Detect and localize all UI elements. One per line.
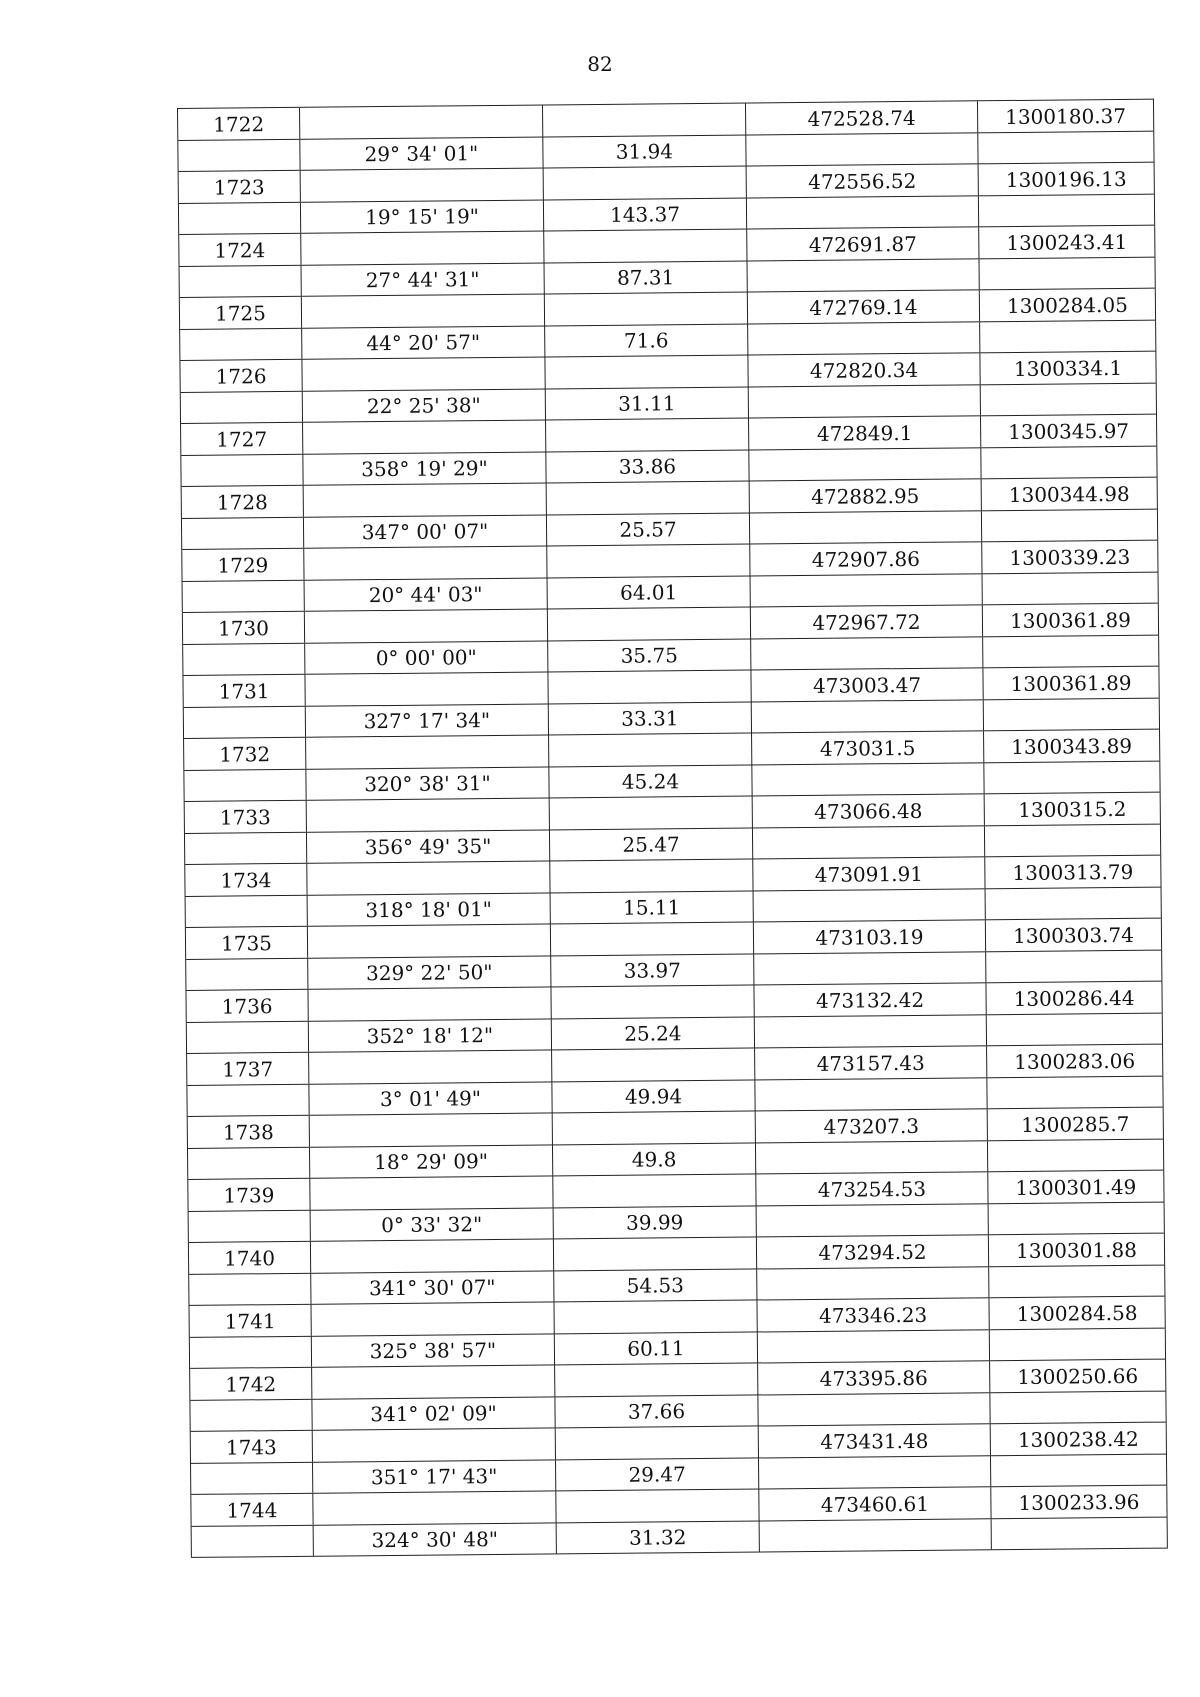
- point-number-cell: [185, 832, 307, 864]
- x-coordinate-cell: 473207.3: [756, 1109, 988, 1142]
- y-coordinate-cell: 1300334.1: [1013, 355, 1123, 381]
- distance-cell: 33.31: [549, 702, 752, 734]
- distance-cell: 64.01: [548, 576, 751, 608]
- distance-cell: 71.6: [545, 324, 748, 356]
- point-number-cell: [180, 328, 302, 360]
- bearing-cell: [307, 798, 550, 831]
- y-coordinate-cell: [981, 383, 1156, 415]
- y-coordinate-cell: [990, 1328, 1165, 1360]
- distance-cell: [554, 1300, 757, 1332]
- bearing-cell: 20° 44' 03": [305, 578, 548, 611]
- x-coordinate-cell: [747, 259, 979, 292]
- distance-cell: 60.11: [555, 1332, 758, 1364]
- y-coordinate-cell: [986, 950, 1161, 982]
- bearing-cell: [313, 1491, 556, 1524]
- y-coordinate-cell: [983, 635, 1158, 667]
- y-coordinate-cell: 1300286.44: [1013, 985, 1135, 1011]
- y-coordinate-cell: 1300301.88: [1015, 1237, 1138, 1263]
- y-coordinate-cell: [981, 446, 1156, 478]
- distance-cell: [544, 230, 747, 262]
- x-coordinate-cell: [751, 637, 983, 670]
- x-coordinate-cell: [748, 322, 980, 355]
- x-coordinate-cell: [760, 1519, 992, 1552]
- bearing-cell: 327° 17' 34": [306, 704, 549, 737]
- y-coordinate-cell: [988, 1139, 1163, 1171]
- y-coordinate-cell: 1300284.58: [1016, 1300, 1138, 1326]
- bearing-cell: 3° 01' 49": [309, 1082, 552, 1115]
- x-coordinate-cell: [749, 385, 981, 418]
- y-coordinate-cell: 1300313.79: [1012, 859, 1134, 885]
- x-coordinate-cell: [749, 448, 981, 481]
- distance-cell: 54.53: [554, 1269, 757, 1301]
- distance-cell: [543, 104, 746, 136]
- bearing-cell: 329° 22' 50": [308, 956, 551, 989]
- point-number-cell: 1729: [182, 549, 304, 581]
- page-number: 82: [587, 52, 613, 76]
- point-number-cell: 1744: [191, 1494, 313, 1526]
- distance-cell: 15.11: [551, 891, 754, 923]
- point-number-cell: 1740: [189, 1242, 311, 1274]
- point-number-cell: 1743: [191, 1431, 313, 1463]
- distance-cell: [556, 1489, 759, 1521]
- point-number-cell: [184, 769, 306, 801]
- bearing-cell: 18° 29' 09": [310, 1145, 553, 1178]
- y-coordinate-cell: [980, 320, 1155, 352]
- point-number-cell: 1723: [179, 171, 301, 203]
- bearing-cell: [313, 1428, 556, 1461]
- point-number-cell: [187, 1021, 309, 1053]
- bearing-cell: 351° 17' 43": [313, 1460, 556, 1493]
- bearing-cell: 341° 30' 07": [311, 1271, 554, 1304]
- point-number-cell: [189, 1210, 311, 1242]
- distance-cell: [547, 482, 750, 514]
- bearing-cell: [301, 168, 544, 201]
- bearing-cell: 22° 25' 38": [303, 389, 546, 422]
- distance-cell: [545, 356, 748, 388]
- point-number-cell: [186, 958, 308, 990]
- y-coordinate-cell: 1300285.7: [1021, 1111, 1130, 1137]
- bearing-cell: [302, 294, 545, 327]
- bearing-cell: [312, 1365, 555, 1398]
- x-coordinate-cell: [755, 1078, 987, 1111]
- bearing-cell: [308, 924, 551, 957]
- point-number-cell: [182, 517, 304, 549]
- x-coordinate-cell: 472820.34: [748, 353, 980, 386]
- distance-cell: [550, 860, 753, 892]
- x-coordinate-cell: 473157.43: [755, 1046, 987, 1079]
- y-coordinate-cell: [984, 698, 1159, 730]
- y-coordinate-cell: [987, 1076, 1162, 1108]
- bearing-cell: 0° 33' 32": [311, 1208, 554, 1241]
- bearing-cell: 324° 30' 48": [314, 1523, 557, 1556]
- x-coordinate-cell: [752, 763, 984, 796]
- distance-cell: [555, 1363, 758, 1395]
- y-coordinate-cell: 1300180.37: [1005, 103, 1127, 129]
- distance-cell: 49.8: [553, 1143, 756, 1175]
- point-number-cell: 1725: [180, 297, 302, 329]
- distance-cell: 143.37: [544, 198, 747, 230]
- bearing-cell: 341° 02' 09": [312, 1397, 555, 1430]
- bearing-cell: [310, 1113, 553, 1146]
- distance-cell: [553, 1174, 756, 1206]
- y-coordinate-cell: [978, 131, 1153, 163]
- distance-cell: 29.47: [556, 1458, 759, 1490]
- x-coordinate-cell: [758, 1393, 990, 1426]
- y-coordinate-cell: [985, 824, 1160, 856]
- y-coordinate-cell: [989, 1202, 1164, 1234]
- bearing-cell: [308, 987, 551, 1020]
- x-coordinate-cell: [746, 133, 978, 166]
- bearing-cell: [304, 546, 547, 579]
- point-number-cell: [183, 643, 305, 675]
- point-number-cell: [187, 1084, 309, 1116]
- y-coordinate-cell: 1300196.13: [1005, 166, 1127, 192]
- distance-cell: 25.24: [552, 1017, 755, 1049]
- point-number-cell: [183, 580, 305, 612]
- y-coordinate-cell: [992, 1517, 1167, 1549]
- bearing-cell: 29° 34' 01": [300, 137, 543, 170]
- y-coordinate-cell: 1300250.66: [1017, 1363, 1139, 1389]
- x-coordinate-cell: [756, 1141, 988, 1174]
- point-number-cell: [184, 706, 306, 738]
- y-coordinate-cell: 1300243.41: [1006, 229, 1128, 255]
- y-coordinate-cell: 1300303.74: [1012, 922, 1135, 948]
- bearing-cell: [305, 672, 548, 705]
- y-coordinate-cell: 1300284.05: [1006, 292, 1128, 318]
- x-coordinate-cell: [759, 1456, 991, 1489]
- bearing-cell: 356° 49' 35": [307, 830, 550, 863]
- point-number-cell: [178, 139, 300, 171]
- bearing-cell: [300, 105, 543, 138]
- x-coordinate-cell: 472882.95: [750, 479, 982, 512]
- point-number-cell: 1741: [189, 1305, 311, 1337]
- point-number-cell: 1733: [185, 801, 307, 833]
- distance-cell: [547, 545, 750, 577]
- bearing-cell: [310, 1176, 553, 1209]
- x-coordinate-cell: [752, 700, 984, 733]
- distance-cell: [551, 923, 754, 955]
- x-coordinate-cell: [757, 1267, 989, 1300]
- point-number-cell: 1728: [182, 486, 304, 518]
- bearing-cell: [311, 1239, 554, 1272]
- x-coordinate-cell: 473294.52: [757, 1235, 989, 1268]
- point-number-cell: [192, 1525, 314, 1557]
- x-coordinate-cell: [751, 574, 983, 607]
- y-coordinate-cell: [986, 887, 1161, 919]
- distance-cell: 31.94: [543, 135, 746, 167]
- point-number-cell: [189, 1273, 311, 1305]
- bearing-cell: 358° 19' 29": [303, 452, 546, 485]
- y-coordinate-cell: [989, 1265, 1164, 1297]
- x-coordinate-cell: [755, 1015, 987, 1048]
- distance-cell: 33.86: [546, 450, 749, 482]
- distance-cell: [552, 1048, 755, 1080]
- point-number-cell: 1738: [188, 1116, 310, 1148]
- bearing-cell: [307, 861, 550, 894]
- x-coordinate-cell: 473003.47: [751, 668, 983, 701]
- x-coordinate-cell: 473031.5: [752, 731, 984, 764]
- distance-cell: 39.99: [554, 1206, 757, 1238]
- x-coordinate-cell: 472849.1: [749, 416, 981, 449]
- y-coordinate-cell: 1300301.49: [1015, 1174, 1137, 1200]
- distance-cell: 35.75: [548, 639, 751, 671]
- distance-cell: [551, 985, 754, 1017]
- y-coordinate-cell: 1300361.89: [1009, 607, 1132, 633]
- x-coordinate-cell: 473254.53: [756, 1172, 988, 1205]
- y-coordinate-cell: [983, 572, 1158, 604]
- distance-cell: 25.57: [547, 513, 750, 545]
- point-number-cell: 1737: [187, 1053, 309, 1085]
- bearing-cell: 347° 00' 07": [304, 515, 547, 548]
- x-coordinate-cell: [754, 952, 986, 985]
- distance-cell: [545, 293, 748, 325]
- distance-cell: 33.97: [551, 954, 754, 986]
- y-coordinate-cell: [979, 194, 1154, 226]
- distance-cell: 49.94: [552, 1080, 755, 1112]
- point-number-cell: 1734: [185, 864, 307, 896]
- distance-cell: [550, 797, 753, 829]
- distance-cell: [553, 1111, 756, 1143]
- bearing-cell: [304, 483, 547, 516]
- distance-cell: [546, 419, 749, 451]
- x-coordinate-cell: [747, 196, 979, 229]
- y-coordinate-cell: 1300283.06: [1014, 1048, 1136, 1074]
- bearing-cell: 320° 38' 31": [306, 767, 549, 800]
- distance-cell: [556, 1426, 759, 1458]
- bearing-cell: [305, 609, 548, 642]
- bearing-cell: [306, 735, 549, 768]
- y-coordinate-cell: 1300315.2: [1018, 796, 1127, 822]
- point-number-cell: 1736: [186, 990, 308, 1022]
- distance-cell: 37.66: [555, 1395, 758, 1427]
- x-coordinate-cell: 472967.72: [751, 605, 983, 638]
- x-coordinate-cell: 472556.52: [747, 164, 979, 197]
- point-number-cell: 1727: [181, 423, 303, 455]
- bearing-cell: 27° 44' 31": [302, 263, 545, 296]
- distance-cell: [554, 1237, 757, 1269]
- x-coordinate-cell: [753, 826, 985, 859]
- y-coordinate-cell: 1300339.23: [1009, 544, 1131, 570]
- point-number-cell: [191, 1462, 313, 1494]
- x-coordinate-cell: 473132.42: [754, 983, 986, 1016]
- bearing-cell: 318° 18' 01": [308, 893, 551, 926]
- y-coordinate-cell: 1300345.97: [1008, 418, 1130, 444]
- bearing-cell: [302, 357, 545, 390]
- y-coordinate-cell: [987, 1013, 1162, 1045]
- y-coordinate-cell: [982, 509, 1157, 541]
- point-number-cell: [179, 202, 301, 234]
- point-number-cell: [186, 895, 308, 927]
- bearing-cell: 352° 18' 12": [309, 1019, 552, 1052]
- y-coordinate-cell: [991, 1454, 1166, 1486]
- distance-cell: [549, 734, 752, 766]
- distance-cell: 25.47: [550, 828, 753, 860]
- point-number-cell: 1730: [183, 612, 305, 644]
- point-number-cell: [181, 391, 303, 423]
- x-coordinate-cell: [750, 511, 982, 544]
- bearing-cell: 325° 38' 57": [312, 1334, 555, 1367]
- x-coordinate-cell: 472691.87: [747, 227, 979, 260]
- distance-cell: 45.24: [549, 765, 752, 797]
- x-coordinate-cell: 472769.14: [748, 290, 980, 323]
- x-coordinate-cell: [754, 889, 986, 922]
- y-coordinate-cell: 1300344.98: [1008, 481, 1130, 507]
- y-coordinate-cell: 1300233.96: [1018, 1489, 1140, 1515]
- distance-cell: [548, 671, 751, 703]
- point-number-cell: 1735: [186, 927, 308, 959]
- x-coordinate-cell: 473431.48: [759, 1424, 991, 1457]
- point-number-cell: [180, 265, 302, 297]
- y-coordinate-cell: 1300343.89: [1011, 733, 1133, 759]
- x-coordinate-cell: [757, 1204, 989, 1237]
- y-coordinate-cell: [979, 257, 1154, 289]
- distance-cell: 31.11: [546, 387, 749, 419]
- point-number-cell: 1732: [184, 738, 306, 770]
- distance-cell: 31.32: [557, 1521, 760, 1553]
- x-coordinate-cell: 473103.19: [754, 920, 986, 953]
- y-coordinate-cell: [990, 1391, 1165, 1423]
- bearing-cell: [309, 1050, 552, 1083]
- point-number-cell: [181, 454, 303, 486]
- point-number-cell: [190, 1399, 312, 1431]
- x-coordinate-cell: 473395.86: [758, 1361, 990, 1394]
- bearing-cell: 0° 00' 00": [305, 641, 548, 674]
- point-number-cell: 1726: [180, 360, 302, 392]
- point-number-cell: [188, 1147, 310, 1179]
- point-number-cell: 1742: [190, 1368, 312, 1400]
- bearing-cell: [303, 420, 546, 453]
- point-number-cell: 1722: [178, 108, 300, 140]
- distance-cell: 87.31: [545, 261, 748, 293]
- y-coordinate-cell: 1300238.42: [1017, 1426, 1139, 1452]
- bearing-cell: 44° 20' 57": [302, 326, 545, 359]
- point-number-cell: 1731: [183, 675, 305, 707]
- x-coordinate-cell: 473346.23: [757, 1298, 989, 1331]
- distance-cell: [544, 167, 747, 199]
- x-coordinate-cell: [758, 1330, 990, 1363]
- y-coordinate-cell: 1300361.89: [1010, 670, 1132, 696]
- x-coordinate-cell: 473460.61: [759, 1487, 991, 1520]
- x-coordinate-cell: 472528.74: [746, 101, 978, 134]
- point-number-cell: [190, 1336, 312, 1368]
- point-number-cell: 1724: [179, 234, 301, 266]
- distance-cell: [548, 608, 751, 640]
- y-coordinate-cell: [984, 761, 1159, 793]
- bearing-cell: [301, 231, 544, 264]
- x-coordinate-cell: 473066.48: [753, 794, 985, 827]
- bearing-cell: [311, 1302, 554, 1335]
- x-coordinate-cell: 473091.91: [753, 857, 985, 890]
- survey-coordinate-table: [177, 99, 1168, 1558]
- point-number-cell: 1739: [188, 1179, 310, 1211]
- x-coordinate-cell: 472907.86: [750, 542, 982, 575]
- bearing-cell: 19° 15' 19": [301, 200, 544, 233]
